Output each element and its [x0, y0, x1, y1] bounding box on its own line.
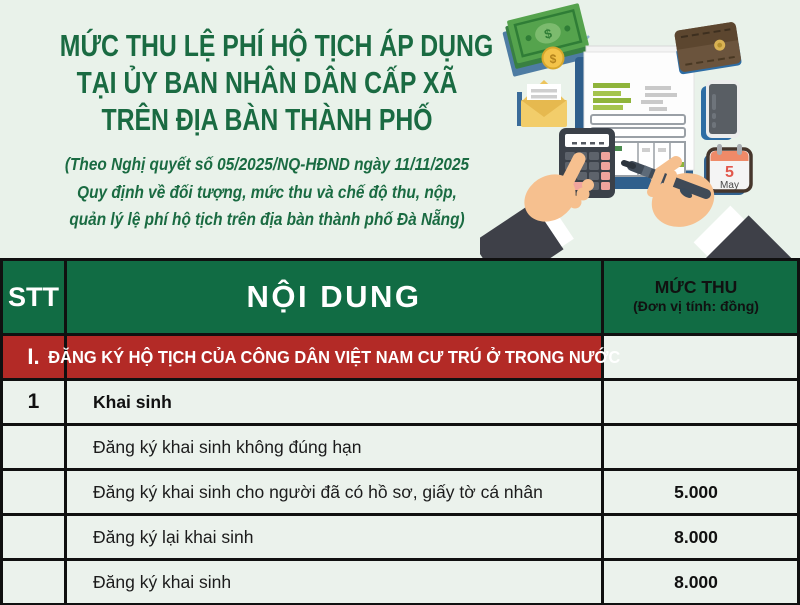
right-hand-pen — [624, 162, 780, 258]
hero-text — [8, 27, 526, 234]
svg-text:$: $ — [549, 52, 557, 66]
row-stt — [3, 516, 67, 558]
page-title — [8, 27, 526, 138]
row-stt — [3, 426, 67, 468]
row-stt — [3, 471, 67, 513]
table-row — [3, 471, 797, 516]
row-stt: I. — [3, 336, 67, 378]
row-fee: 5.000 — [674, 481, 718, 502]
table-body — [3, 336, 797, 605]
envelope-icon — [517, 80, 567, 127]
page-subtitle — [8, 151, 526, 234]
table-row — [3, 336, 797, 381]
row-content: Đăng ký khai sinh không đúng hạn — [67, 426, 604, 468]
row-content: Đăng ký lại khai sinh — [67, 516, 604, 558]
table-row — [3, 561, 797, 605]
wallet-icon — [673, 21, 742, 74]
svg-text:5: 5 — [725, 164, 734, 181]
row-stt — [3, 561, 67, 603]
row-content: Đăng ký khai sinh — [67, 561, 604, 603]
row-fee — [604, 336, 788, 378]
row-fee: 8.000 — [674, 571, 718, 592]
title-line: TRÊN ĐỊA BÀN THÀNH PHỐ — [101, 102, 433, 137]
header-content: NỘI DUNG — [67, 261, 604, 333]
left-hand — [488, 159, 594, 258]
row-stt: 1 — [3, 381, 67, 423]
header-fee — [604, 261, 788, 333]
table-row — [3, 381, 797, 426]
header-fee-unit: (Đơn vị tính: đồng) — [633, 298, 759, 314]
table-header-row — [3, 261, 797, 336]
svg-text:May: May — [720, 180, 739, 191]
row-content: ĐĂNG KÝ HỘ TỊCH CỦA CÔNG DÂN VIỆT NAM CƯ TRÚ Ở TRONG NƯỚC — [67, 336, 604, 378]
fee-table — [0, 258, 800, 605]
coin-icon — [543, 48, 564, 69]
title-line: MỨC THU LỆ PHÍ HỘ TỊCH ÁP DỤNG — [59, 28, 494, 63]
title-line: TẠI ỦY BAN NHÂN DÂN CẤP XÃ — [76, 65, 458, 100]
table-row — [3, 516, 797, 561]
accounting-illustration — [480, 0, 800, 258]
phone-icon — [701, 80, 740, 140]
subtitle-line: Quy định về đối tượng, mức thu và chế độ thu, nộp, — [77, 181, 457, 202]
row-content: Đăng ký khai sinh cho người đã có hồ sơ, giấy tờ cá nhân — [67, 471, 604, 513]
row-fee — [604, 381, 788, 423]
subtitle-line: (Theo Nghị quyết số 05/2025/NQ-HĐND ngày 11/11/2025 — [64, 154, 470, 174]
header-section — [0, 0, 800, 258]
row-content: Khai sinh — [67, 381, 604, 423]
header-stt: STT — [3, 261, 67, 333]
subtitle-line: quản lý lệ phí hộ tịch trên địa bàn thành phố Đà Nẵng) — [69, 209, 465, 229]
svg-text:$: $ — [542, 25, 554, 42]
table-row — [3, 426, 797, 471]
row-fee: 8.000 — [674, 526, 718, 547]
row-fee — [604, 426, 788, 468]
header-fee-title: MỨC THU — [654, 277, 738, 297]
